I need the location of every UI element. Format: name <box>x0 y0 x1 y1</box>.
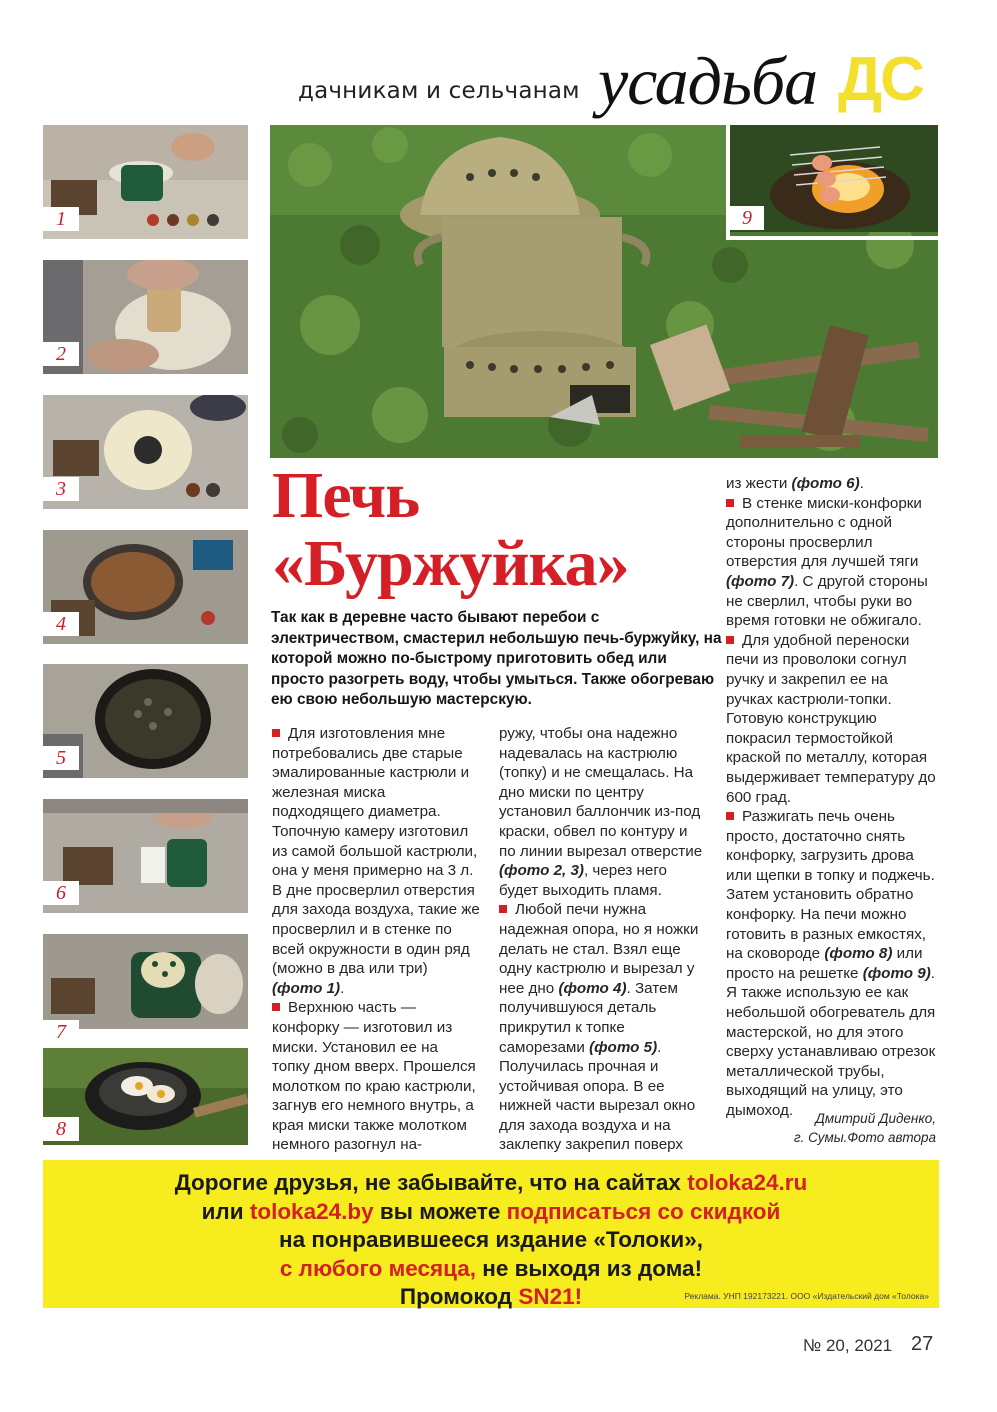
photo-ref: (фото 8) <box>824 945 893 963</box>
paragraph: Для изготовления мне потребовались две старые эмалированные кастрюли и железная миска подходящего диаметра. Топочную камеру изготовил из самой большой кастрюли, она у меня примерно на 3 л. В дне просверлил отверстия для захода воздуха, такие же просверлил и в стенке по всей окружности в один ряд (можно в два или три) (фото 1). <box>272 725 480 997</box>
body-column-1 <box>272 724 480 1155</box>
photo-ref: (фото 4) <box>558 979 627 997</box>
author-credit <box>726 1109 936 1147</box>
bullet-icon <box>726 636 734 644</box>
author-place: г. Сумы.Фото автора <box>793 1130 936 1145</box>
photo-number: 9 <box>730 206 764 230</box>
body-column-3 <box>726 474 938 1121</box>
photo-9 <box>726 125 942 240</box>
promo-text: Дорогие друзья, не забывайте, что на сайтах toloka24.ru или toloka24.by вы можете подписаться со скидкой на понравившееся издание «Толоки», с любого месяца, не выходя из дома! Промокод SN21! <box>174 1170 808 1310</box>
photo-number: 5 <box>43 746 79 770</box>
article-lead: Так как в деревне часто бывают перебои с электричеством, смастерил небольшую печь-буржуйку, на которой можно по-быстрому приготовить обед или просто разогреть воду, чтобы умыться. Также обогреваю ею свою небольшую мастерскую. <box>271 609 722 708</box>
photo-number: 4 <box>43 612 79 636</box>
ad-legal-note: Реклама. УНП 192173221. ООО «Издательский дом «Толока» <box>684 1291 929 1301</box>
photo-5 <box>43 664 248 778</box>
section-subtitle: дачникам и сельчанам <box>298 78 580 104</box>
photo-ref: (фото 6) <box>791 475 860 492</box>
photo-ref: (фото 1) <box>272 979 341 997</box>
bullet-icon <box>272 1003 280 1011</box>
bullet-icon <box>726 499 734 507</box>
photo-ref: (фото 9) <box>862 964 931 982</box>
paragraph: Разжигать печь очень просто, достаточно снять конфорку, загрузить дрова или щепки в топку и поджечь. Затем установить обратно конфорку. На печи можно готовить в разных емкостях, на сковороде (фото 8) или просто на решетке (фото 9). Я также использую ее как небольшой обогреватель для мастерской, но для этого сверху устанавливаю отрезок металлической трубы, выходящий на улицу, это дымоход. <box>726 808 936 1119</box>
paragraph: Верхнюю часть — конфорку — изготовил из миски. Установил ее на топку дном вверх. Прошелся молотком по краю кастрюли, загнув его немного внутрь, а края миски также молотком немного разогнул на- <box>272 999 476 1154</box>
photo-number: 2 <box>43 342 79 366</box>
paragraph: из жести (фото 6). <box>726 475 864 492</box>
photo-ref: (фото 5) <box>589 1038 658 1056</box>
bullet-icon <box>499 905 507 913</box>
photo-2 <box>43 260 248 374</box>
title-line-1: Печь <box>272 459 420 532</box>
bullet-icon <box>272 729 280 737</box>
title-line-2: «Буржуйка» <box>272 527 629 600</box>
drilled-pot-photo-icon <box>43 934 248 1029</box>
paragraph: Для удобной переноски печи из проволоки согнул ручку и закрепил ее на ручках кастрюли-топки. Готовую конструкцию покрасил термостойкой краской по металлу, которая выдерживает температуру до 600 град. <box>726 631 936 806</box>
issue-number: № 20, 2021 <box>803 1336 893 1355</box>
photo-number: 6 <box>43 881 79 905</box>
photo-4 <box>43 530 248 644</box>
section-title: усадьба <box>598 43 818 119</box>
photo-ref: (фото 2, 3) <box>499 862 584 880</box>
photo-ref: (фото 7) <box>726 572 795 590</box>
site-link[interactable]: toloka24.ru <box>687 1170 808 1195</box>
author-name: Дмитрий Диденко, <box>815 1111 936 1126</box>
bullet-icon <box>726 812 734 820</box>
body-column-2 <box>499 724 707 1175</box>
photo-number: 1 <box>43 207 79 231</box>
photo-number: 7 <box>43 1020 79 1044</box>
paragraph: В стенке миски-конфорки дополнительно с одной стороны просверлил отверстия для лучшей тяги (фото 7). С другой стороны не сверлил, чтобы руки во время готовки не обжигало. <box>726 494 928 630</box>
photo-1 <box>43 125 248 239</box>
page-number: 27 <box>911 1333 934 1355</box>
photo-8 <box>43 1048 248 1145</box>
promo-code: SN21! <box>518 1284 583 1310</box>
subscription-promo <box>43 1160 939 1308</box>
article-title <box>272 459 629 600</box>
photo-7 <box>43 934 248 1048</box>
site-link[interactable]: toloka24.by <box>249 1198 374 1224</box>
paragraph: Любой печи нужна надежная опора, но я ножки делать не стал. Взял еще одну кастрюлю и вырезал у нее дно (фото 4). Затем получившуюся деталь прикрутил к топке саморезами (фото 5). Получилась прочная и устойчивая опора. В ее нижней части вырезал окно для захода воздуха и на заклепку закрепил поверх <box>499 901 699 1154</box>
photo-number: 3 <box>43 477 79 501</box>
photo-number: 8 <box>43 1117 79 1141</box>
photo-3 <box>43 395 248 509</box>
photo-6 <box>43 799 248 913</box>
magazine-logo: ДС <box>838 45 923 114</box>
paragraph: ружу, чтобы она надежно надевалась на кастрюлю (топку) и не смещалась. На дно миски по центру установил баллончик из-под краски, обвел по контуру и по линии вырезал отверстие (фото 2, 3), через него будет выходить пламя. <box>499 725 703 899</box>
